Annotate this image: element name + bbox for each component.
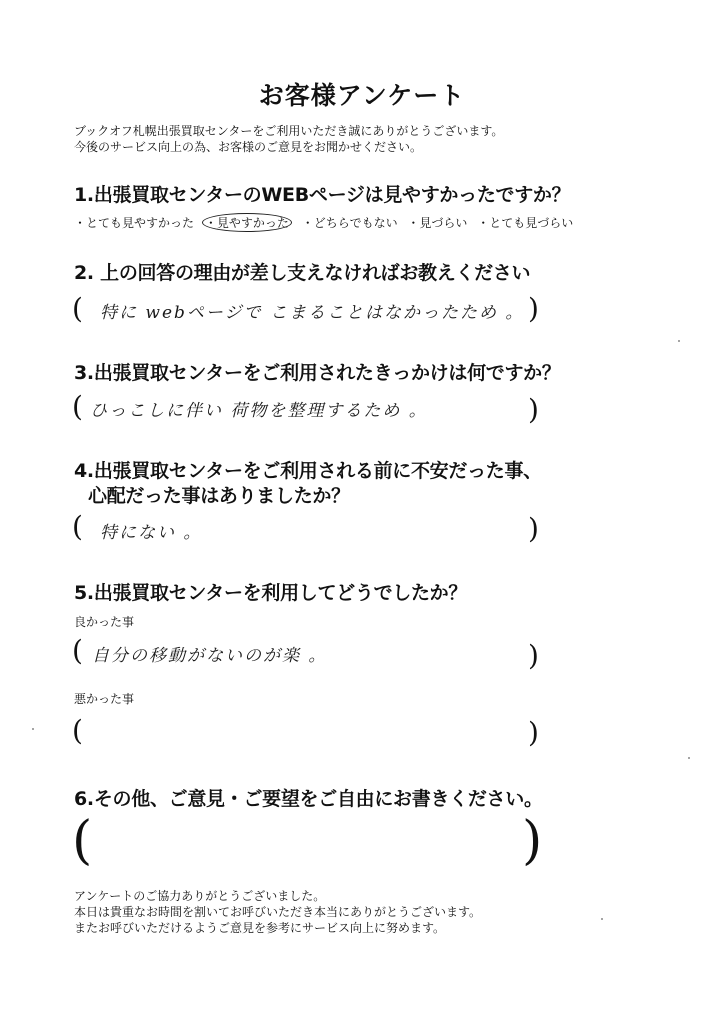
q5-bad-open-paren: ( — [72, 714, 83, 747]
scan-speck — [32, 728, 34, 730]
q4-open-paren: ( — [72, 510, 83, 543]
intro-line-1: ブックオフ札幌出張買取センターをご利用いただき誠にありがとうございます。 — [74, 124, 504, 138]
q5-bad-label: 悪かった事 — [74, 692, 135, 706]
intro-line-2: 今後のサービス向上の為、お客様のご意見をお聞かせください。 — [74, 140, 423, 154]
question-2: 2. 上の回答の理由が差し支えなければお教えください — [74, 262, 531, 284]
footer-line-3: またお呼びいただけるようご意見を参考にサービス向上に努めます。 — [74, 921, 446, 935]
q4-answer[interactable]: 特にない 。 — [100, 523, 203, 543]
scan-speck — [678, 340, 680, 342]
q1-option-hard[interactable]: ・見づらい — [407, 216, 468, 230]
q3-open-paren: ( — [72, 390, 83, 423]
scan-speck — [601, 918, 603, 920]
q1-option-very-easy[interactable]: ・とても見やすかった — [74, 216, 195, 230]
q1-option-neutral[interactable]: ・どちらでもない — [301, 216, 398, 230]
q2-close-paren: ) — [528, 292, 539, 325]
q3-close-paren: ) — [528, 393, 539, 426]
question-5: 5.出張買取センターを利用してどうでしたか？ — [74, 582, 468, 604]
question-3: 3.出張買取センターをご利用されたきっかけは何ですか？ — [74, 362, 561, 384]
q5-good-open-paren: ( — [72, 634, 83, 667]
page-title: お客様アンケート — [258, 81, 466, 110]
q5-good-label: 良かった事 — [74, 615, 135, 629]
q5-good-answer[interactable]: 自分の移動がないのが楽 。 — [92, 646, 328, 666]
question-4-line-1: 4.出張買取センターをご利用される前に不安だった事、 — [74, 460, 542, 482]
question-6: 6.その他、ご意見・ご要望をご自由にお書きください。 — [74, 788, 543, 810]
footer-line-2: 本日は貴重なお時間を割いてお呼びいただき本当にありがとうございます。 — [74, 905, 482, 919]
q4-close-paren: ) — [528, 512, 539, 545]
q2-open-paren: ( — [72, 292, 83, 325]
q3-answer[interactable]: ひっこしに伴い 荷物を整理するため 。 — [90, 401, 428, 421]
q5-good-close-paren: ) — [528, 639, 539, 672]
q1-options — [74, 213, 579, 232]
q6-open-paren: ( — [72, 811, 93, 871]
q2-answer[interactable]: 特に webページで こまることはなかったため 。 — [100, 303, 525, 323]
q1-option-easy-selected[interactable]: ・見やすかった — [202, 213, 292, 232]
scan-speck — [688, 757, 690, 759]
q5-bad-close-paren: ) — [528, 716, 539, 749]
q6-close-paren: ) — [522, 811, 543, 871]
q1-option-very-hard[interactable]: ・とても見づらい — [477, 216, 574, 230]
footer-line-1: アンケートのご協力ありがとうございました。 — [74, 889, 326, 903]
question-4-line-2: 心配だった事はありましたか？ — [88, 485, 350, 507]
question-1: 1.出張買取センターのWEBページは見やすかったですか？ — [74, 184, 571, 206]
